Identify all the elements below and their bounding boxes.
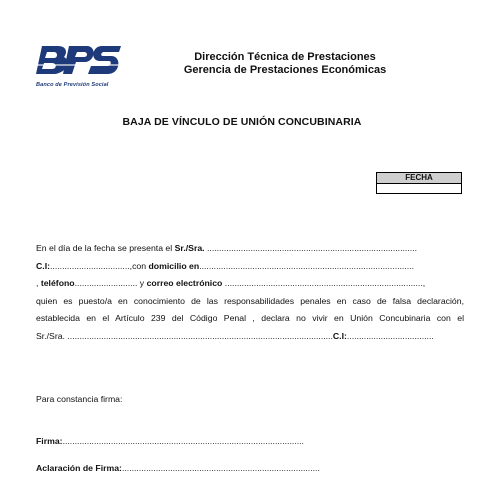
header-line-2: Gerencia de Prestaciones Económicas (183, 64, 387, 76)
aclaracion-label: Aclaración de Firma: (36, 463, 122, 473)
body-line-5: establecida en el Artículo 239 del Código Penal , declara no vivir en Unión Concubinaria con el (36, 313, 464, 323)
fecha-value[interactable] (377, 184, 461, 194)
fecha-label: FECHA (377, 173, 461, 184)
declaration-body (36, 240, 464, 345)
bps-logo-subtitle: Banco de Previsión Social (36, 82, 109, 88)
body-line-6: Sr./Sra. ..............................................................................................................C.I:.................................... (36, 330, 434, 341)
aclaracion-line (36, 463, 320, 473)
bps-logo (36, 44, 122, 94)
bps-logo-icon (36, 44, 122, 80)
body-line-4: quien es puesto/a en conocimiento de las responsabilidades penales en caso de falsa declaración, (36, 295, 464, 306)
aclaracion-dots: .................................................................................. (121, 463, 320, 473)
body-line-2: C.I:.................................,con domicilio en......................................................................................... (36, 260, 415, 271)
document-title: BAJA DE VÍNCULO DE UNIÓN CONCUBINARIA (122, 116, 362, 128)
body-line-1: En el día de la fecha se presenta el Sr./Sra. ....................................................................................... (36, 243, 417, 253)
body-line-3: , teléfono.......................... y correo electrónico .................................................................................., (36, 278, 426, 288)
header-line-1: Dirección Técnica de Prestaciones (194, 51, 376, 63)
constancia-text: Para constancia firma: (36, 394, 123, 404)
firma-dots: .................................................................................................... (62, 436, 304, 446)
header (150, 51, 420, 77)
firma-label: Firma: (36, 436, 63, 446)
firma-line (36, 436, 304, 446)
fecha-box (376, 172, 462, 194)
